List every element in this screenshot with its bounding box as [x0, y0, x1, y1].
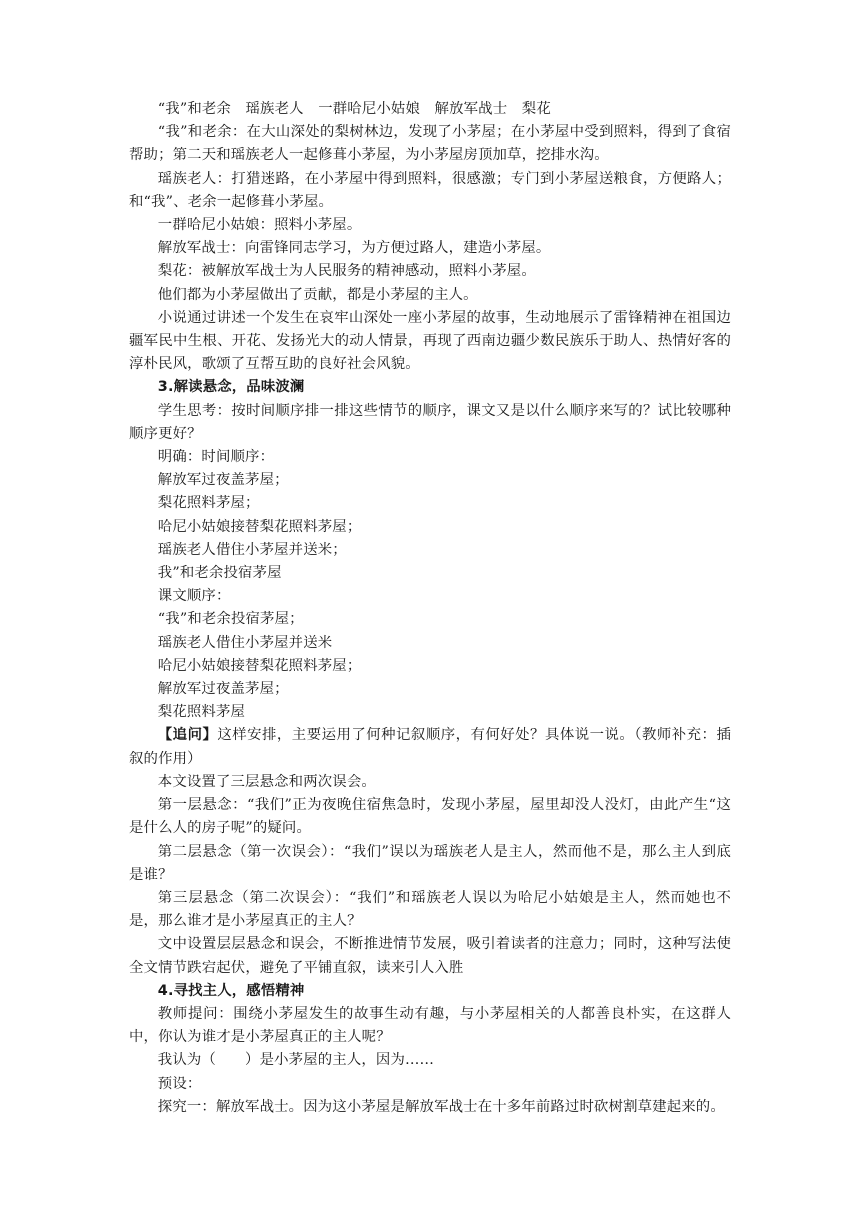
paragraph-teacher-question: 教师提问：围绕小茅屋发生的故事生动有趣，与小茅屋相关的人都善良朴实，在这群人中，你认为谁才是小茅屋真正的主人呢？	[129, 1005, 731, 1046]
paragraph-fill-blank: 我认为（ ）是小茅屋的主人，因为……	[157, 1052, 435, 1069]
paragraph-lihua: 梨花：被解放军战士为人民服务的精神感动，照料小茅屋。	[157, 263, 536, 280]
list-item: 瑶族老人借住小茅屋并送米	[157, 634, 333, 651]
paragraph-suspense-2: 第二层悬念（第一次误会）：“我们”误以为瑶族老人是主人，然而他不是，那么主人到底是谁？	[129, 843, 731, 883]
section-heading-4: 4.寻找主人，感悟精神	[157, 982, 305, 999]
list-item: 解放军过夜盖茅屋；	[157, 681, 289, 698]
paragraph-hani-girls: 一群哈尼小姑娘：照料小茅屋。	[157, 217, 362, 234]
paragraph-explore-1: 探究一：解放军战士。因为这小茅屋是解放军战士在十多年前路过时砍树割草建起来的。	[157, 1098, 725, 1115]
paragraph-pla-soldiers: 解放军战士：向雷锋同志学习，为方便过路人，建造小茅屋。	[157, 240, 551, 257]
list-item: 梨花照料茅屋；	[157, 495, 260, 512]
paragraph-follow-up	[129, 724, 731, 770]
paragraph-suspense-effect: 文中设置层层悬念和误会，不断推进情节发展，吸引着读者的注意力；同时，这种写法使全文情节跌宕起伏，避免了平铺直叙，读来引人入胜	[129, 936, 731, 976]
paragraph-summary: 他们都为小茅屋做出了贡献，都是小茅屋的主人。	[157, 286, 478, 303]
list-item: 解放军过夜盖茅屋；	[157, 472, 289, 489]
paragraph-theme: 小说通过讲述一个发生在哀牢山深处一座小茅屋的故事，生动地展示了雷锋精神在祖国边疆军民中生根、开花、发扬光大的动人情景，再现了西南边疆少数民族乐于助人、热情好客的淳朴民风，歌颂了互帮互助的良好社会风貌。	[129, 309, 731, 373]
list-item: 哈尼小姑娘接替梨花照料茅屋；	[157, 657, 362, 674]
list-item: 梨花照料茅屋	[157, 704, 246, 721]
paragraph-yao-elder: 瑶族老人：打猎迷路，在小茅屋中得到照料，很感激；专门到小茅屋送粮食，方便路人；和“我”、老余一起修葺小茅屋。	[129, 170, 731, 210]
list-item: 哈尼小姑娘接替梨花照料茅屋；	[157, 518, 362, 535]
list-item: 瑶族老人借住小茅屋并送米；	[157, 541, 347, 558]
paragraph-text-order: 课文顺序：	[157, 588, 231, 605]
document-page	[129, 98, 731, 1119]
section-heading-3: 3.解读悬念，品味波澜	[157, 379, 305, 396]
paragraph-preset: 预设：	[157, 1075, 202, 1092]
follow-up-text: 这样安排，主要运用了何种记叙顺序，有何好处？具体说一说。（教师补充：插叙的作用）	[129, 727, 731, 767]
paragraph-suspense-intro: 本文设置了三层悬念和两次误会。	[157, 773, 376, 790]
paragraph-suspense-3: 第三层悬念（第二次误会）：“我们”和瑶族老人误以为哈尼小姑娘是主人，然而她也不是，那么谁才是小茅屋真正的主人？	[129, 889, 731, 930]
character-list: “我”和老余 瑶族老人 一群哈尼小姑娘 解放军战士 梨花	[157, 101, 551, 117]
list-item: 我”和老余投宿茅屋	[157, 565, 282, 582]
list-item: “我”和老余投宿茅屋；	[157, 611, 304, 628]
paragraph-wo-laoyu: “我”和老余：在大山深处的梨树林边，发现了小茅屋；在小茅屋中受到照料，得到了食宿帮助；第二天和瑶族老人一起修葺小茅屋，为小茅屋房顶加草，挖排水沟。	[129, 124, 731, 164]
paragraph-student-think: 学生思考：按时间顺序排一排这些情节的顺序，课文又是以什么顺序来写的？试比较哪种顺序更好？	[129, 402, 731, 442]
follow-up-label: 【追问】	[157, 727, 218, 744]
paragraph-suspense-1: 第一层悬念：“我们”正为夜晚住宿焦急时，发现小茅屋，屋里却没人没灯，由此产生“这是什么人的房子呢”的疑问。	[129, 797, 731, 837]
paragraph-clarify: 明确：时间顺序：	[157, 449, 275, 466]
